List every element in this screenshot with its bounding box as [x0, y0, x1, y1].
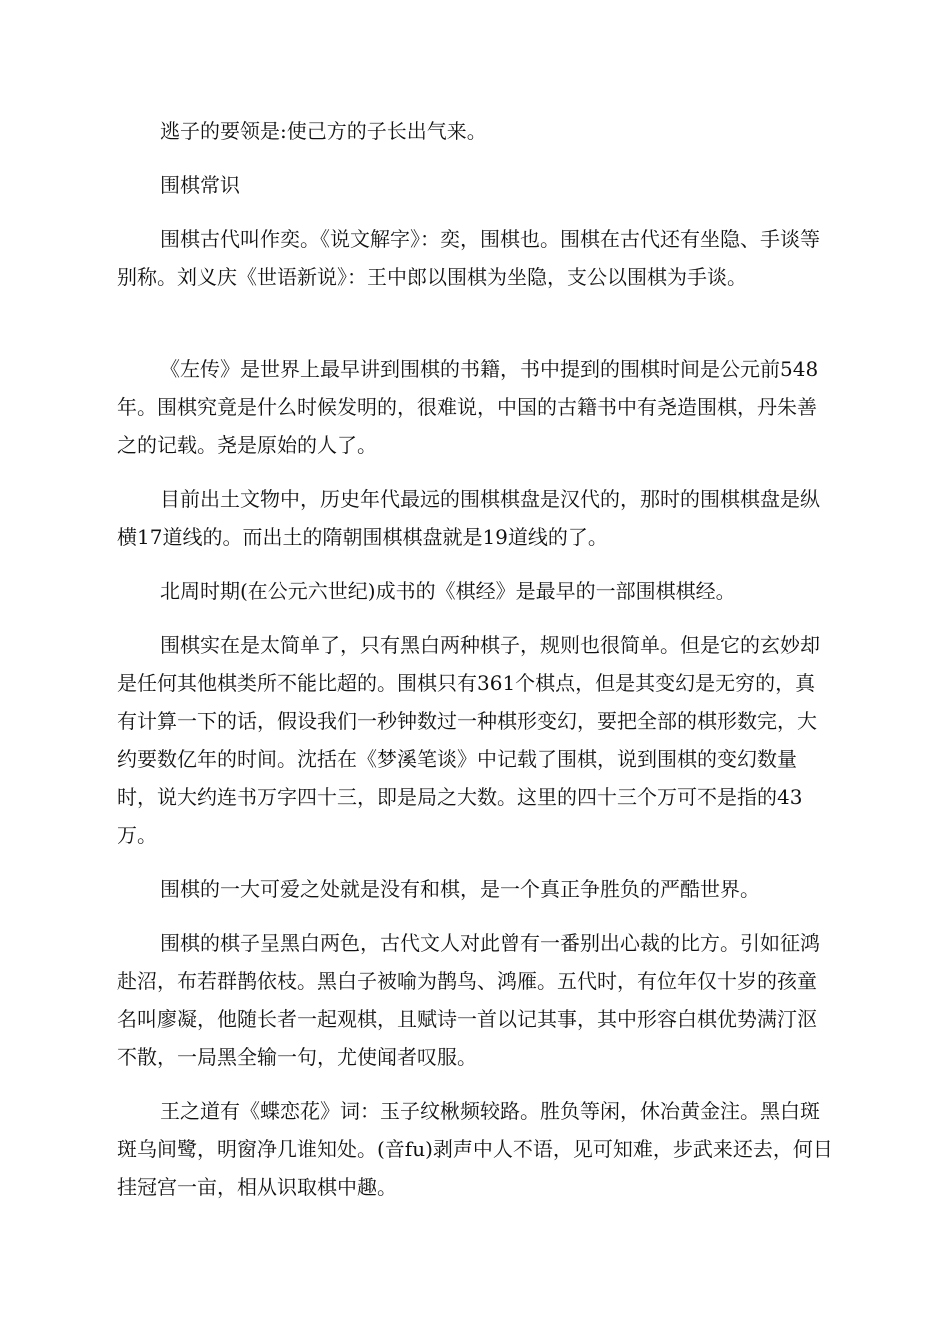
paragraph-black-white-metaphor: 围棋的棋子呈黑白两色，古代文人对此曾有一番别出心裁的比方。引如征鸿赴沼，布若群鹊依枝。黑白子被喻为鹊鸟、鸿雁。五代时，有位年仅十岁的孩童名叫廖凝，他随长者一起观棋，且赋诗一首以记其事，其中形容白棋优势满汀沤不散，一局黑全输一句，尤使闻者叹服。 — [117, 931, 820, 1069]
paragraph-escape-tip: 逃子的要领是:使己方的子长出气来。 — [160, 119, 487, 143]
section-heading-go-basics: 围棋常识 — [160, 173, 240, 197]
paragraph-qijing: 北周时期(在公元六世纪)成书的《棋经》是最早的一部围棋棋经。 — [160, 579, 736, 603]
paragraph-butterfly-poem: 王之道有《蝶恋花》词：玉子纹楸频较路。胜负等闲，休冶黄金注。黑白斑斑乌间鹭，明窗净几谁知处。(音fu)剥声中人不语，见可知难，步武来还去，何日挂冠宫一亩，相从识取棋中趣。 — [117, 1099, 833, 1199]
paragraph-zuozhuan: 《左传》是世界上最早讲到围棋的书籍，书中提到的围棋时间是公元前548年。围棋究竟是什么时候发明的，很难说，中国的古籍书中有尧造围棋，丹朱善之的记载。尧是原始的人了。 — [117, 357, 819, 457]
paragraph-no-draws: 围棋的一大可爱之处就是没有和棋，是一个真正争胜负的严酷世界。 — [160, 877, 760, 901]
paragraph-excavated-boards: 目前出土文物中，历史年代最远的围棋棋盘是汉代的，那时的围棋棋盘是纵横17道线的。而出土的隋朝围棋棋盘就是19道线的了。 — [117, 487, 820, 549]
paragraph-ancient-names: 围棋古代叫作奕。《说文解字》：奕，围棋也。围棋在古代还有坐隐、手谈等别称。刘义庆《世语新说》：王中郎以围棋为坐隐，支公以围棋为手谈。 — [117, 227, 820, 289]
paragraph-simplicity-complexity: 围棋实在是太简单了，只有黑白两种棋子，规则也很简单。但是它的玄妙却是任何其他棋类所不能比超的。围棋只有361个棋点，但是其变幻是无穷的，真有计算一下的话，假设我们一秒钟数过一种棋形变幻，要把全部的棋形数完，大约要数亿年的时间。沈括在《梦溪笔谈》中记载了围棋，说到围棋的变幻数量时，说大约连书万字四十三，即是局之大数。这里的四十三个万可不是指的43万。 — [117, 633, 820, 847]
